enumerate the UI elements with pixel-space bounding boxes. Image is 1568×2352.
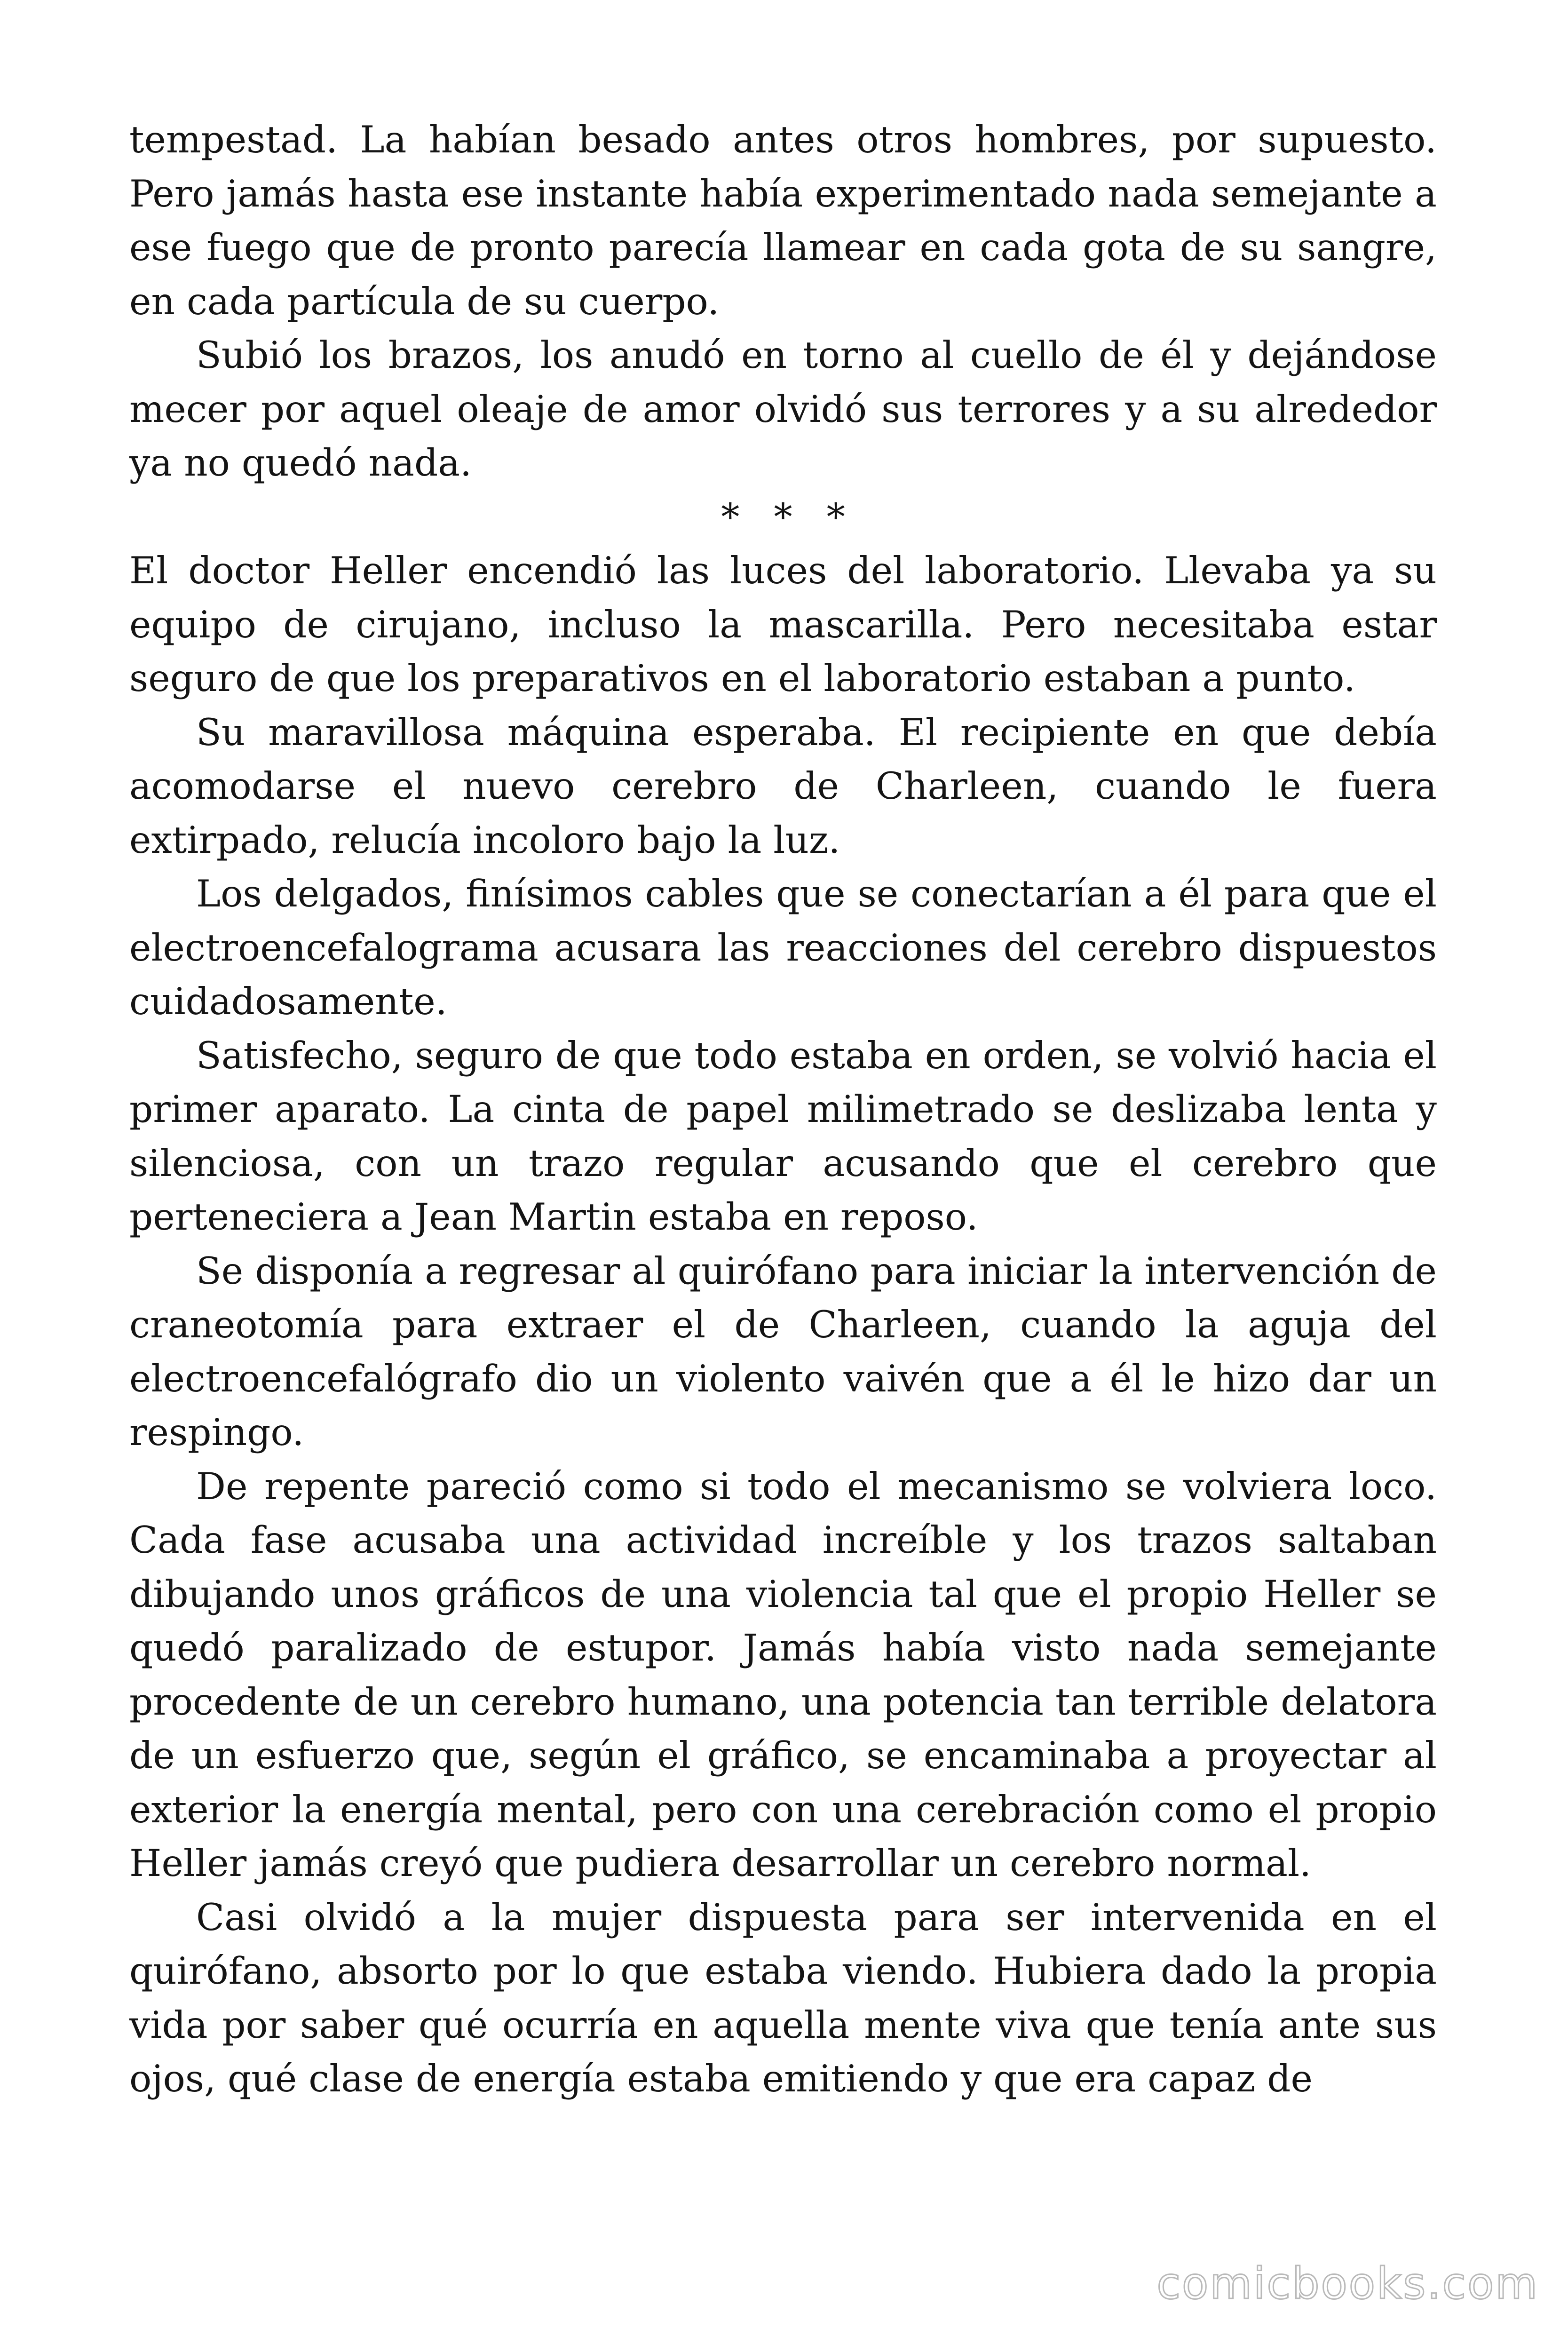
- paragraph-continuation: tempestad. La habían besado antes otros hombres, por supuesto. Pero jamás hasta ese instante había experimentado nada semejante a ese fuego que de pronto parecía llamear en cada gota de su sangre, en cada partícula de su cuerpo.: [129, 118, 1437, 323]
- paragraph: Se disponía a regresar al quirófano para iniciar la intervención de craneotomía para extraer el de Charleen, cuando la aguja del electroencefalógrafo dio un violento vaivén que a él le hizo dar un respingo.: [129, 1249, 1437, 1454]
- paragraph: Casi olvidó a la mujer dispuesta para ser intervenida en el quirófano, absorto por lo que estaba viendo. Hubiera dado la propia vida por saber qué ocurría en aquella mente viva que tenía ante sus ojos, qué clase de energía estaba emitiendo y que era capaz de: [129, 1895, 1437, 2100]
- scene-break: * * *: [721, 495, 856, 539]
- paragraph-scene-opening: El doctor Heller encendió las luces del laboratorio. Llevaba ya su equipo de cirujano, incluso la mascarilla. Pero necesitaba estar seguro de que los preparativos en el laboratorio estaban a punto.: [129, 549, 1437, 700]
- watermark: comicbooks.com: [1156, 2258, 1539, 2309]
- paragraph: De repente pareció como si todo el mecanismo se volviera loco. Cada fase acusaba una actividad increíble y los trazos saltaban dibujando unos gráficos de una violencia tal que el propio Heller se quedó paralizado de estupor. Jamás había visto nada semejante procedente de un cerebro humano, una potencia tan terrible delatora de un esfuerzo que, según el gráfico, se encaminaba a proyectar al exterior la energía mental, pero con una cerebración como el propio Heller jamás creyó que pudiera desarrollar un cerebro normal.: [129, 1464, 1437, 1885]
- paragraph: Subió los brazos, los anudó en torno al cuello de él y dejándose mecer por aquel oleaje de amor olvidó sus terrores y a su alrededor ya no quedó nada.: [129, 334, 1437, 485]
- paragraph: Satisfecho, seguro de que todo estaba en orden, se volvió hacia el primer aparato. La cinta de papel milimetrado se deslizaba lenta y silenciosa, con un trazo regular acusando que el cerebro que perteneciera a Jean Martin estaba en reposo.: [129, 1033, 1437, 1239]
- paragraph: Su maravillosa máquina esperaba. El recipiente en que debía acomodarse el nuevo cerebro de Charleen, cuando le fuera extirpado, relucía incoloro bajo la luz.: [129, 710, 1437, 862]
- paragraph: Los delgados, finísimos cables que se conectarían a él para que el electroencefalograma acusara las reacciones del cerebro dispuestos cuidadosamente.: [129, 872, 1437, 1023]
- page-body: [129, 113, 1437, 2106]
